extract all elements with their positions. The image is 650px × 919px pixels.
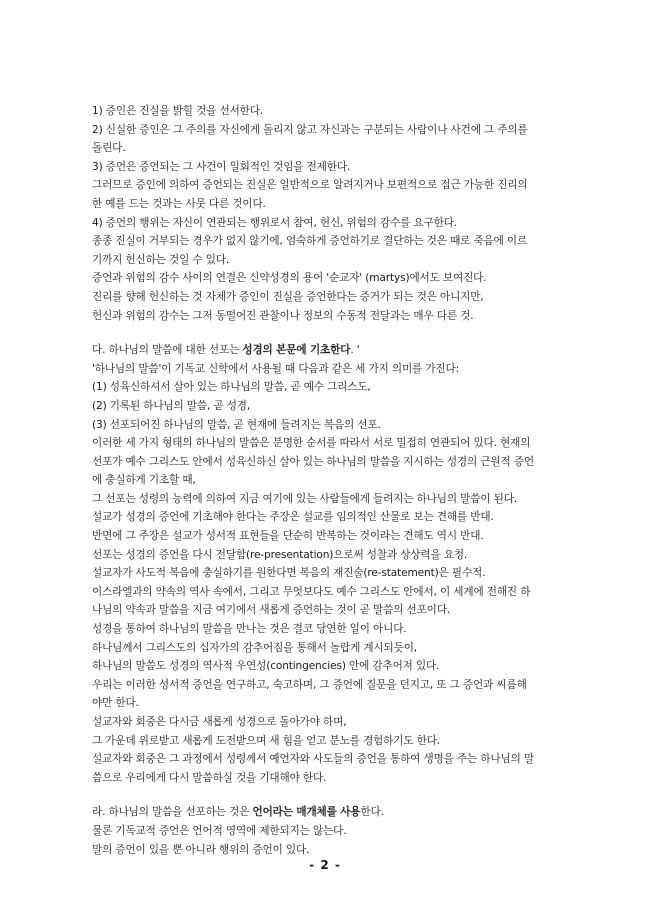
text-line: 기까지 헌신하는 것일 수 있다. xyxy=(92,253,230,266)
text-line: 선포가 예수 그리스도 안에서 성육신하신 살아 있는 하나님의 말씀을 지시하는 성경의 근원적 증언 xyxy=(92,455,534,468)
section-proclamation-scripture xyxy=(92,341,562,787)
heading-emphasis: 언어라는 매개체를 사용 xyxy=(252,806,361,819)
text-line: 증언과 위험의 감수 사이의 연결은 신약성경의 용어 '순교자' (martys)에서도 보여진다. xyxy=(92,272,487,285)
text-line: 설교자와 회중은 그 과정에서 성령께서 예언자와 사도들의 증언을 통하여 생명을 주는 하나님의 말 xyxy=(92,753,534,766)
text-line: (3) 선포되어진 하나님의 말씀, 곧 현재에 들려지는 복음의 선포. xyxy=(92,418,381,431)
text-line: 하나님의 말씀도 성경의 역사적 우연성(contingencies) 안에 감추어져 있다. xyxy=(92,660,440,673)
text-line: 물론 기독교적 증언은 언어적 영역에 제한되지는 않는다. xyxy=(92,824,347,837)
text-line: 설교가 성경의 증언에 기초해야 한다는 주장은 설교를 임의적인 산물로 보는 견해를 반대. xyxy=(92,511,494,524)
section-heading xyxy=(92,341,562,360)
text-line: 이스라엘과의 약속의 역사 속에서, 그리고 무엇보다도 예수 그리스도 안에서, 이 세계에 전해진 하 xyxy=(92,585,531,598)
text-line: '하나님의 말씀'이 기독교 신학에서 사용될 때 다음과 같은 세 가지 의미를 가진다: xyxy=(92,362,460,375)
text-line: 종종 진실이 거부되는 경우가 없지 않기에, 엄숙하게 증언하기로 결단하는 것은 때로 죽음에 이르 xyxy=(92,235,528,248)
text-line: 성경을 통하여 하나님의 말씀을 만나는 것은 결코 당연한 일이 아니다. xyxy=(92,623,407,636)
text-line: 반면에 그 주장은 설교가 성서적 표현들을 단순히 반복하는 것이라는 견해도 역시 반대. xyxy=(92,530,484,543)
heading-text: 라. 하나님의 말씀을 선포하는 것은 xyxy=(92,806,253,819)
text-line: 1) 증인은 진실을 밝힐 것을 선서한다. xyxy=(92,105,264,117)
section-heading xyxy=(92,803,562,822)
text-line: 2) 신실한 증인은 그 주의를 자신에게 돌리지 않고 자신과는 구분되는 사람이나 사건에 그 주의를 xyxy=(92,123,528,136)
section-witness-characteristics xyxy=(92,102,562,325)
text-line: 설교자와 회중은 다시금 새롭게 성경으로 돌아가야 하며, xyxy=(92,716,347,728)
heading-emphasis: 성경의 본문에 기초한다 xyxy=(242,344,351,357)
text-line: 4) 증언의 행위는 자신이 연관되는 행위로서 참여, 헌신, 위험의 감수를 요구한다. xyxy=(92,216,457,229)
text-line: 말의 증언이 있을 뿐 아니라 행위의 증언이 있다. xyxy=(92,843,310,856)
text-line: 에 충실하게 기초할 때, xyxy=(92,474,196,487)
text-line: 이러한 세 가지 형태의 하나님의 말씀은 분명한 순서를 따라서 서로 밀접히 연관되어 있다. 현재의 xyxy=(92,437,531,450)
text-line: 3) 증언은 증언되는 그 사건이 일회적인 것임을 전제한다. xyxy=(92,160,351,173)
section-proclamation-language xyxy=(92,803,562,859)
text-line: 나님의 약속과 말씀을 지금 여기에서 새롭게 증언하는 것이 곧 말씀의 선포이다. xyxy=(92,604,451,617)
text-line: 선포는 성경의 증언을 다시 전달함(re-presentation)으로써 성찰과 상상력을 요청. xyxy=(92,548,468,561)
heading-text: . ' xyxy=(350,344,360,357)
heading-text: 한다. xyxy=(360,806,384,819)
page-body xyxy=(92,102,562,859)
text-line: 그 가운데 위로받고 새롭게 도전받으며 새 힘을 얻고 분노를 경험하기도 한다. xyxy=(92,734,440,747)
text-line: 그러므로 증인에 의하여 증언되는 진실은 일반적으로 알려지거나 보편적으로 접근 가능한 진리의 xyxy=(92,179,528,192)
text-line: 우리는 이러한 성서적 증언을 연구하고, 숙고하며, 그 증언에 질문을 던지고, 또 그 증언과 씨름해 xyxy=(92,678,527,691)
text-line: 돌린다. xyxy=(92,142,126,155)
text-line: 야만 한다. xyxy=(92,697,139,710)
text-line: (1) 성육신하셔서 살아 있는 하나님의 말씀, 곧 예수 그리스도, xyxy=(92,381,371,394)
heading-text: 다. 하나님의 말씀에 대한 선포는 xyxy=(92,344,243,357)
text-line: 진리를 향해 헌신하는 것 자체가 증인이 진실을 증언한다는 증거가 되는 것은 아니지만, xyxy=(92,290,484,303)
text-line: 하나님께서 그리스도의 십자가의 감추어짐을 통해서 놀랍게 계시되듯이, xyxy=(92,641,418,654)
text-line: 헌신과 위험의 감수는 그저 동떨어진 관찰이나 정보의 수동적 전달과는 매우 다른 것. xyxy=(92,309,474,322)
text-line: 설교자가 사도적 복음에 충실하기를 원한다면 복음의 재진술(re-statement)은 필수적. xyxy=(92,567,486,580)
text-line: 한 예를 드는 것과는 사뭇 다른 것이다. xyxy=(92,197,266,210)
text-line: (2) 기록된 하나님의 말씀, 곧 성경, xyxy=(92,399,251,412)
text-line: 씀으로 우리에게 다시 말씀하실 것을 기대해야 한다. xyxy=(92,771,327,784)
text-line: 그 선포는 성령의 능력에 의하여 지금 여기에 있는 사람들에게 들려지는 하나님의 말씀이 된다. xyxy=(92,492,517,505)
page-number: - 2 - xyxy=(309,858,341,872)
